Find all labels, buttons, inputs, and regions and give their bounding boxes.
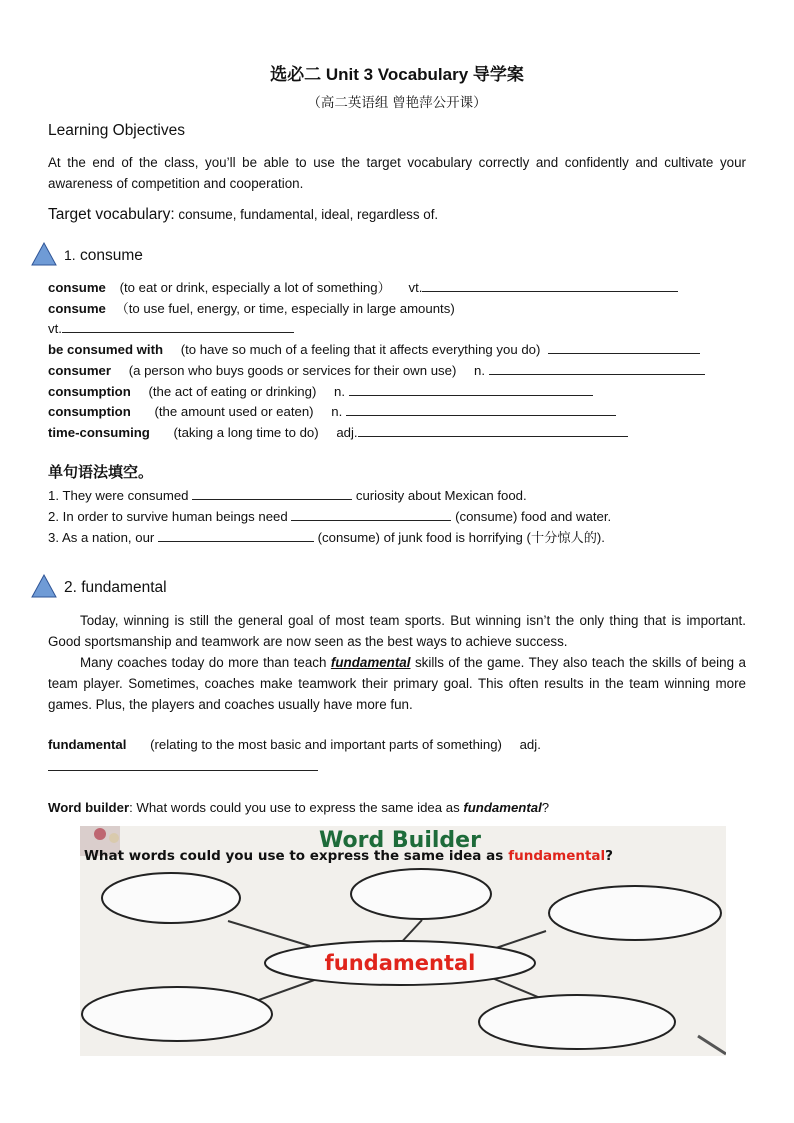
entry-term: fundamental: [48, 737, 127, 752]
entry-term: consume: [48, 280, 106, 295]
target-vocabulary-line: [48, 205, 438, 225]
triangle-bullet-icon: [31, 574, 57, 598]
word-builder-question-end: ?: [541, 800, 550, 815]
exercise-1: [48, 486, 527, 506]
section1-word: consume: [80, 247, 143, 264]
paragraph-text: skills of the game. They also teach the skills of being a team player. Sometimes, coaches make teamwork their primary goal. This often results in the team winning more games. Plus, the players and coaches usually have more fun.: [48, 655, 746, 712]
exercise-text-before: In order to survive human beings need: [62, 509, 288, 524]
objectives-text: At the end of the class, you’ll be able to use the target vocabulary correctly and confidently and cultivate your awareness of competition and cooperation.: [48, 155, 746, 191]
passage-paragraph-1: Today, winning is still the general goal of most team sports. But winning isn’t the only thing that is important. Good sportsmanship and teamwork are now seen as the best ways to achieve success.: [48, 613, 746, 649]
highlighted-word: fundamental: [330, 655, 411, 670]
word-builder-prompt: [48, 798, 549, 818]
exercise-3: [48, 528, 605, 548]
image-question: [84, 848, 613, 864]
entry-def: (a person who buys goods or services for their own use): [128, 363, 457, 378]
entry-pos: n.: [334, 384, 346, 399]
entry-be-consumed-with: [48, 340, 700, 360]
answer-blank[interactable]: [349, 383, 593, 396]
target-vocabulary-label: Target vocabulary:: [48, 206, 175, 223]
answer-blank[interactable]: [358, 424, 628, 437]
entry-def: (the amount used or eaten): [154, 404, 314, 419]
section1-number: 1.: [64, 247, 76, 263]
grammar-heading: 单句语法填空。: [48, 464, 154, 481]
word-builder-diagram: [80, 826, 726, 1056]
section2-heading: [64, 579, 167, 597]
word-builder-question: : What words could you use to express the same idea as: [129, 800, 460, 815]
exercise-number: 1.: [48, 488, 59, 503]
paragraph-text: Many coaches today do more than teach: [80, 655, 327, 670]
entry-consumer: [48, 361, 705, 381]
image-question-end: ?: [605, 848, 614, 864]
passage-paragraph-2: [48, 652, 746, 715]
exercise-text-after: curiosity about Mexican food.: [355, 488, 527, 503]
entry-pos: vt.: [48, 321, 62, 336]
answer-blank[interactable]: [548, 341, 700, 354]
entry-term: time-consuming: [48, 425, 150, 440]
target-vocabulary-words: consume, fundamental, ideal, regardless of.: [174, 207, 439, 222]
exercise-number: 3.: [48, 530, 59, 545]
answer-blank[interactable]: [291, 508, 451, 521]
image-title: Word Builder: [319, 828, 481, 853]
word-builder-image: [80, 826, 726, 1056]
word-builder-label: Word builder: [48, 800, 130, 815]
exercise-text-before: As a nation, our: [61, 530, 155, 545]
entry-pos: n.: [331, 404, 343, 419]
entry-term: consume: [48, 301, 106, 316]
answer-blank[interactable]: [192, 487, 352, 500]
entry-consume-2-pos: [48, 319, 294, 339]
entry-pos: adj.: [336, 425, 358, 440]
objectives-heading: Learning Objectives: [48, 122, 185, 139]
exercise-text-before: They were consumed: [62, 488, 189, 503]
exercise-number: 2.: [48, 509, 59, 524]
word-builder-word: fundamental: [463, 800, 542, 815]
entry-def: （to use fuel, energy, or time, especially in large amounts): [115, 301, 455, 316]
image-question-start: What words could you use to express the same idea as: [84, 848, 504, 864]
answer-blank[interactable]: [62, 320, 294, 333]
entry-time-consuming: [48, 423, 628, 443]
entry-consume-2: [48, 299, 455, 319]
entry-consume-1: [48, 278, 678, 298]
exercise-text-after: (consume) of junk food is horrifying (十分惊人的).: [317, 530, 605, 545]
triangle-bullet-icon: [31, 242, 57, 266]
image-question-word: fundamental: [508, 848, 606, 864]
entry-def: (the act of eating or drinking): [148, 384, 317, 399]
section1-heading: [64, 247, 143, 265]
entry-fundamental: [48, 735, 541, 755]
entry-consumption-1: [48, 382, 593, 402]
entry-term: consumption: [48, 384, 131, 399]
entry-def: (to eat or drink, especially a lot of something）: [119, 280, 391, 295]
page-subtitle: （高二英语组 曾艳萍公开课）: [307, 95, 487, 110]
entry-pos: n.: [474, 363, 486, 378]
entry-pos: adj.: [519, 737, 541, 752]
page-title: 选必二 Unit 3 Vocabulary 导学案: [270, 65, 524, 84]
section2-number: 2.: [64, 579, 77, 596]
exercise-text-after: (consume) food and water.: [455, 509, 612, 524]
entry-term: consumption: [48, 404, 131, 419]
entry-fundamental-blank-line: [48, 757, 318, 777]
answer-blank[interactable]: [346, 403, 616, 416]
image-center-word: fundamental: [324, 951, 476, 975]
entry-def: (taking a long time to do): [173, 425, 319, 440]
answer-blank[interactable]: [158, 529, 314, 542]
entry-consumption-2: [48, 402, 616, 422]
entry-def: (to have so much of a feeling that it affects everything you do): [180, 342, 541, 357]
answer-blank[interactable]: [422, 279, 678, 292]
exercise-2: [48, 507, 611, 527]
answer-blank[interactable]: [48, 758, 318, 771]
answer-blank[interactable]: [489, 362, 705, 375]
entry-def: (relating to the most basic and important parts of something): [150, 737, 502, 752]
section2-word: fundamental: [81, 579, 167, 596]
entry-term: be consumed with: [48, 342, 164, 357]
entry-term: consumer: [48, 363, 112, 378]
entry-pos: vt.: [408, 280, 423, 295]
